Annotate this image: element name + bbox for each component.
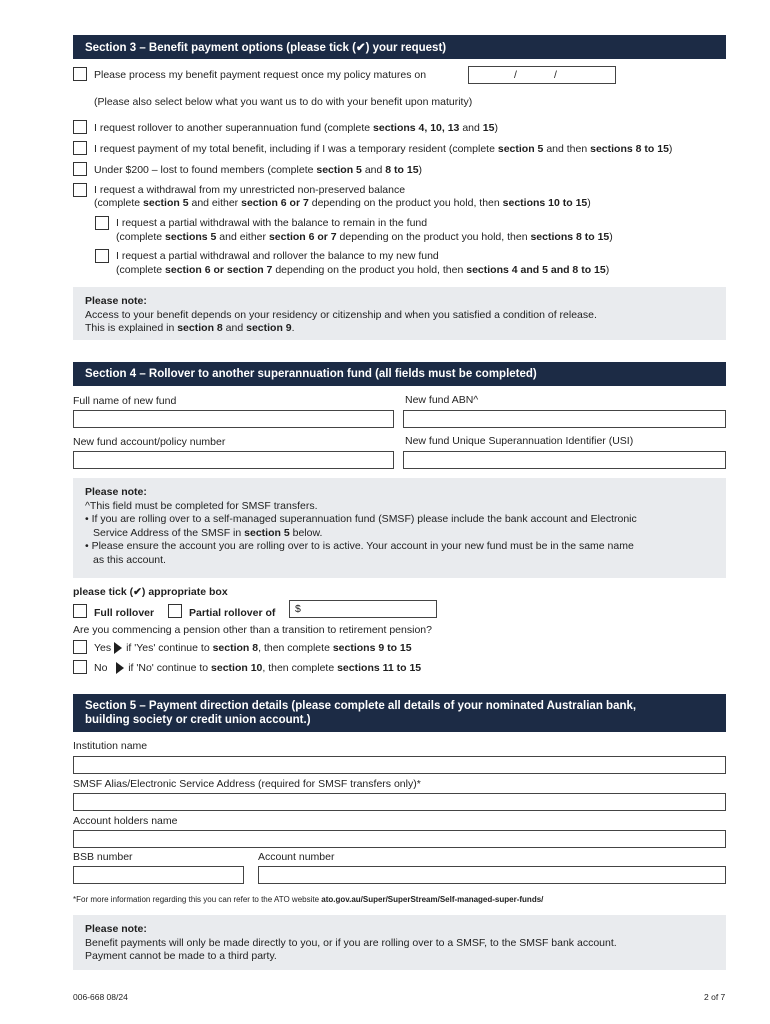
account-field[interactable] (258, 866, 726, 884)
pension-no-row: No if 'No' continue to section 10, then complete sections 11 to 15 (94, 662, 422, 674)
rollover-option-label: I request rollover to another superannuation fund (complete sections 4, 10, 13 and 15) (94, 122, 498, 134)
section-5-title-cont: building society or credit union account.) (85, 713, 311, 726)
partial-withdrawal-line2: (complete sections 5 and either section 6 or 7 depending on the product you hold, then sections 8 to 15) (116, 231, 613, 243)
note-line: Access to your benefit depends on your residency or citizenship and when you satisfied a condition of release. (85, 308, 597, 321)
pension-question: Are you commencing a pension other than a transition to retirement pension? (73, 624, 432, 636)
section-5-header (73, 694, 726, 732)
no-label: No (94, 662, 108, 674)
arrow-right-icon (114, 642, 122, 654)
note-line: ^This field must be completed for SMSF transfers. (85, 499, 318, 512)
section-4-note (73, 478, 726, 578)
section-3-title: Section 3 – Benefit payment options (please tick (✔) your request) (85, 42, 447, 54)
bsb-field[interactable] (73, 866, 244, 884)
pension-no-checkbox[interactable] (73, 660, 87, 674)
usi-label: New fund Unique Superannuation Identifier (USI) (405, 435, 634, 447)
form-code: 006-668 08/24 (73, 992, 128, 1002)
page-number: 2 of 7 (704, 992, 726, 1002)
note-line: Service Address of the SMSF in section 5 below. (93, 526, 323, 539)
under-200-label: Under $200 – lost to found members (complete section 5 and 8 to 15) (94, 164, 423, 176)
maturity-date-field[interactable] (468, 66, 616, 84)
tick-instruction: please tick (✔) appropriate box (73, 586, 228, 598)
note-line: Benefit payments will only be made directly to you, or if you are rolling over to a SMSF, to the SMSF bank account. (85, 936, 617, 949)
date-separator: / (554, 69, 557, 81)
rollover-checkbox[interactable] (73, 120, 87, 134)
partial-amount-field[interactable] (289, 600, 437, 618)
account-label: Account number (258, 851, 335, 863)
section-4-header (73, 362, 726, 386)
note-line: Payment cannot be made to a third party. (85, 950, 277, 962)
section-3-header (73, 35, 726, 59)
total-benefit-label: I request payment of my total benefit, including if I was a temporary resident (complete section 5 and then sections 8 to 15) (94, 143, 673, 155)
section-4-title: Section 4 – Rollover to another superannuation fund (all fields must be completed) (85, 368, 537, 380)
note-title: Please note: (85, 923, 147, 935)
full-rollover-label: Full rollover (94, 607, 155, 619)
partial-rollover-line2: (complete section 6 or section 7 depending on the product you hold, then sections 4 and 5 and 8 to 15) (116, 264, 610, 276)
partial-rollover-of-checkbox[interactable] (168, 604, 182, 618)
date-separator: / (514, 69, 517, 81)
maturity-checkbox[interactable] (73, 67, 87, 81)
note-line: • Please ensure the account you are rolling over to is active. Your account in your new fund must be in the same name (85, 540, 634, 552)
full-rollover-checkbox[interactable] (73, 604, 87, 618)
note-title: Please note: (85, 295, 147, 307)
partial-withdrawal-line1: I request a partial withdrawal with the balance to remain in the fund (116, 217, 428, 229)
institution-label: Institution name (73, 740, 148, 752)
withdrawal-checkbox[interactable] (73, 183, 87, 197)
total-benefit-checkbox[interactable] (73, 141, 87, 155)
note-line: • If you are rolling over to a self-managed superannuation fund (SMSF) please include the bank account and Electronic (85, 513, 637, 525)
maturity-note: (Please also select below what you want us to do with your benefit upon maturity) (94, 96, 473, 108)
usi-field[interactable] (403, 451, 726, 469)
note-line: This is explained in section 8 and section 9. (85, 322, 295, 334)
fund-name-label: Full name of new fund (73, 395, 177, 407)
account-number-field[interactable] (73, 451, 394, 469)
section-5-note (73, 915, 726, 970)
arrow-right-icon (116, 662, 124, 674)
under-200-checkbox[interactable] (73, 162, 87, 176)
pension-yes-checkbox[interactable] (73, 640, 87, 654)
maturity-label: Please process my benefit payment request once my policy matures on (94, 69, 427, 81)
dollar-sign: $ (295, 603, 301, 615)
section-3-note (73, 287, 726, 340)
account-number-label: New fund account/policy number (73, 436, 226, 448)
ato-footnote: *For more information regarding this you can refer to the ATO website ato.gov.au/Super/SuperStream/Self-managed-super-funds/ (73, 895, 544, 904)
smsf-label: SMSF Alias/Electronic Service Address (required for SMSF transfers only)* (73, 778, 421, 790)
smsf-field[interactable] (73, 793, 726, 811)
yes-label: Yes (94, 642, 112, 654)
abn-field[interactable] (403, 410, 726, 428)
section-5-title: Section 5 – Payment direction details (please complete all details of your nominated Australian bank, (85, 700, 637, 712)
withdrawal-label-line2: (complete section 5 and either section 6 or 7 depending on the product you hold, then sections 10 to 15) (94, 197, 591, 209)
bsb-label: BSB number (73, 851, 133, 863)
partial-rollover-checkbox[interactable] (95, 249, 109, 263)
abn-label: New fund ABN^ (405, 394, 479, 406)
holders-label: Account holders name (73, 815, 178, 827)
partial-rollover-line1: I request a partial withdrawal and rollover the balance to my new fund (116, 250, 439, 262)
fund-name-field[interactable] (73, 410, 394, 428)
partial-rollover-of-label: Partial rollover of (189, 607, 276, 619)
note-line: as this account. (93, 553, 166, 566)
note-title: Please note: (85, 486, 147, 498)
holders-field[interactable] (73, 830, 726, 848)
withdrawal-label-line1: I request a withdrawal from my unrestricted non-preserved balance (94, 184, 406, 196)
pension-yes-row: Yes if 'Yes' continue to section 8, then complete sections 9 to 15 (94, 642, 412, 654)
institution-field[interactable] (73, 756, 726, 774)
partial-withdrawal-checkbox[interactable] (95, 216, 109, 230)
